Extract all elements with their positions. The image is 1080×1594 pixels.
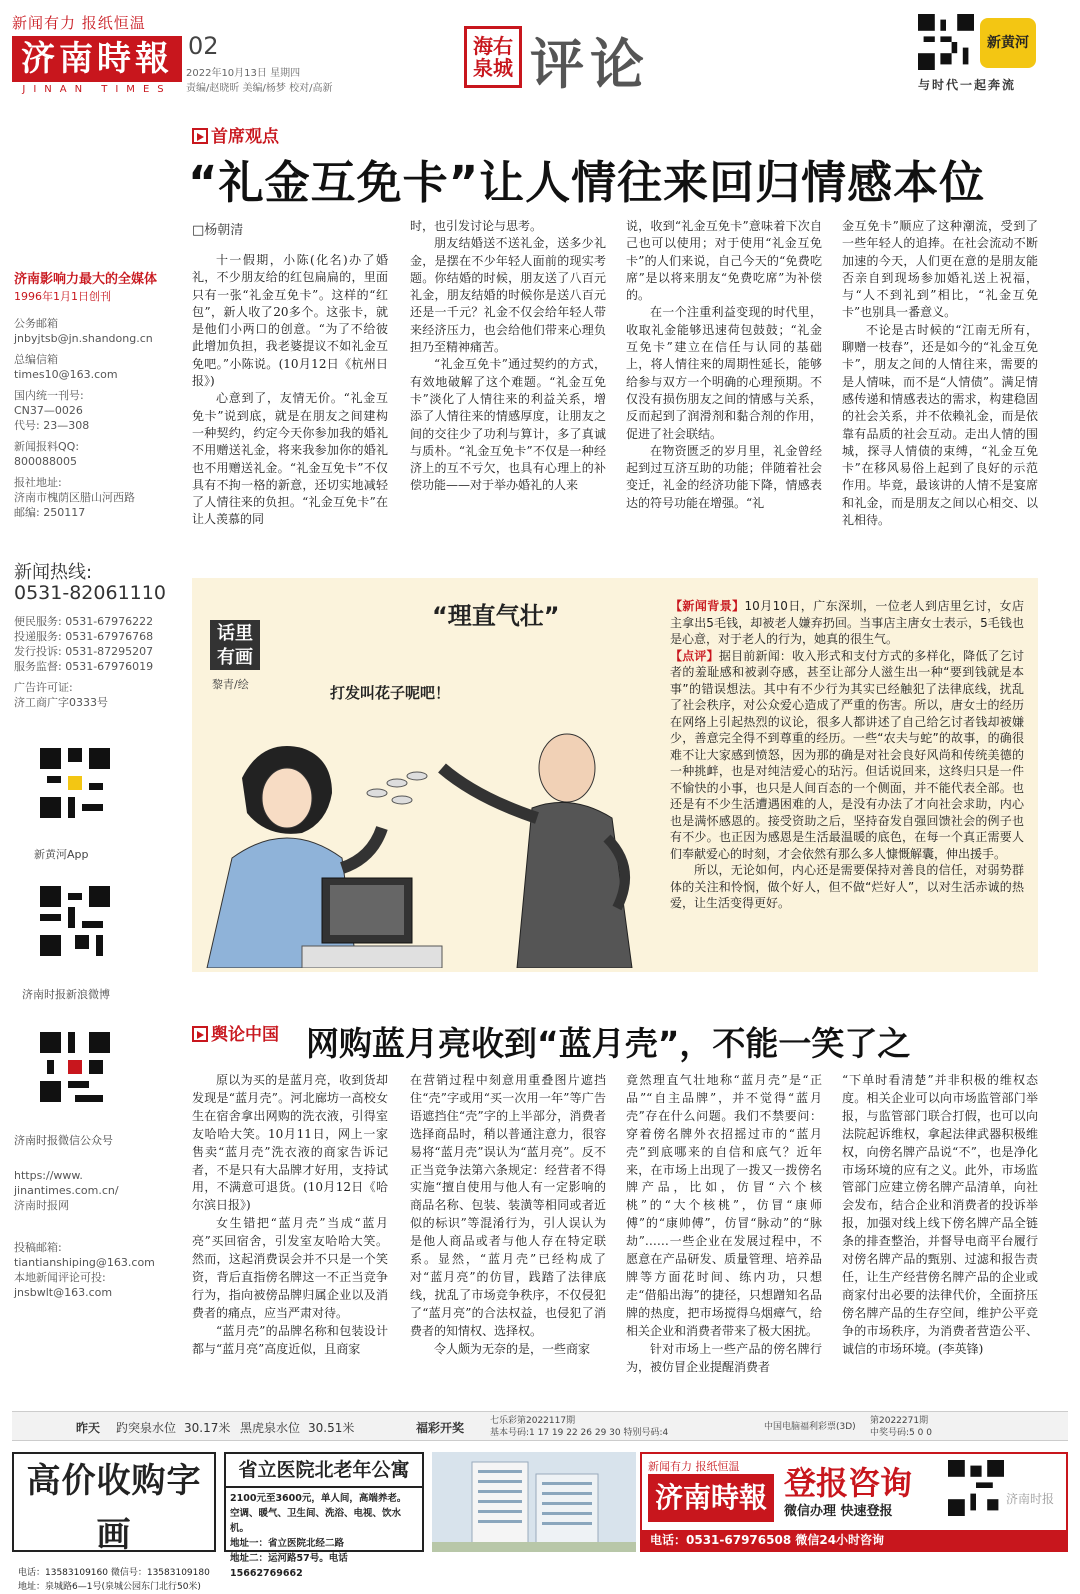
ad-building-photo bbox=[432, 1452, 636, 1552]
qr-code-icon bbox=[40, 886, 110, 956]
sidebar-founded: 1996年1月1日创刊 bbox=[14, 290, 111, 303]
article2-kicker bbox=[192, 1020, 279, 1045]
article2-column-1 bbox=[192, 1072, 388, 1398]
article1-column-1 bbox=[192, 252, 388, 540]
website-line: 济南时报网 bbox=[14, 1199, 69, 1212]
info-label: 国内统一刊号: bbox=[14, 389, 84, 402]
section-title: 评论 bbox=[530, 33, 650, 96]
masthead-motto: 与时代一起奔流 bbox=[918, 78, 1017, 92]
hotline-number: 0531-82061110 bbox=[14, 582, 166, 604]
speech-bubble: 打发叫花子呢吧！ bbox=[330, 684, 451, 702]
qr-code-icon bbox=[40, 748, 110, 818]
paragraph: 在一个注重利益变现的时代里，收取礼金能够迅速荷包鼓鼓；“礼金互免卡”建立在信任与认同的基础上，将人情往来的周期性延长，能够给参与双方一个明确的心理预期。不仅没有损伤朋友之间的情感与关系，反而起到了润滑剂和黏合剂的作用，促进了社会联结。 bbox=[626, 305, 822, 441]
building-image bbox=[432, 1452, 636, 1552]
heihu-level: 30.51米 bbox=[308, 1421, 355, 1435]
baotu-level: 30.17米 bbox=[184, 1421, 231, 1435]
qr-code-icon bbox=[948, 1460, 1004, 1516]
article2-headline: 网购蓝月亮收到“蓝月壳”，不能一笑了之 bbox=[306, 1024, 911, 1063]
baotu-label: 趵突泉水位 bbox=[116, 1421, 177, 1435]
kicker-label: 舆论中国 bbox=[211, 1025, 279, 1045]
ad4-tel: 电话：0531-67976508 微信24小时咨询 bbox=[642, 1530, 1066, 1550]
info-bar bbox=[12, 1411, 1068, 1441]
ad-license: 济工商广字0333号 bbox=[14, 696, 108, 709]
article2-column-3 bbox=[626, 1072, 822, 1398]
ad-calligraphy bbox=[12, 1452, 216, 1592]
qr-code-icon bbox=[40, 1032, 110, 1102]
info-label: 邮编: bbox=[14, 506, 40, 519]
article1-column-3 bbox=[626, 218, 822, 540]
newspaper-logo: 济南時報 bbox=[12, 36, 182, 82]
paragraph: 在物资匮乏的岁月里，礼金曾经起到过互济互助的功能；伴随着社会变迁，礼金的经济功能下降，情感表达的符号功能在增强。“礼 bbox=[626, 443, 822, 510]
info-value: 250117 bbox=[43, 506, 86, 519]
paragraph: 朋友结婚送不送礼金，送多少礼金，是摆在不少年轻人面前的现实考题。你结婚的时候，朋友送了八百元礼金，朋友结婚的时候你是送八百元还是一千元？礼金不仅会给年轻人带来经济压力，也会给他们带来心理负担乃至精神痛苦。 bbox=[410, 236, 606, 355]
ad4-logo: 济南時報 bbox=[648, 1474, 774, 1522]
sidebar-info bbox=[14, 316, 174, 520]
3d-issue: 第2022271期 bbox=[870, 1416, 929, 1426]
contact-line: tiantianshiping@163.com bbox=[14, 1256, 155, 1269]
ad1-address: 地址：泉城路6—1号(泉城公园东门北行50米) bbox=[18, 1582, 201, 1592]
contact-line: jnsbwlt@163.com bbox=[14, 1286, 113, 1299]
info-value: CN37—0026 bbox=[14, 404, 83, 417]
paragraph: 心意到了，友情无价。“礼金互免卡”说到底，就是在朋友之间建构一种契约，约定今天你参加我的婚礼不用赠送礼金，将来我参加你的婚礼也不用赠送礼金。“礼金互免卡”不仅具有不拘一格的新意，还切实地减轻了人情往来的负担。“礼金互免卡”在让人羡慕的同 bbox=[192, 391, 388, 527]
info-label: 总编信箱 bbox=[14, 353, 58, 366]
article1-column-4 bbox=[842, 218, 1038, 540]
qilecai-issue: 七乐彩第2022117期 bbox=[490, 1416, 576, 1426]
issue-date: 2022年10月13日 星期四 bbox=[186, 68, 301, 79]
paragraph: 针对市场上一些产品的傍名牌行为，被仿冒企业提醒消费者 bbox=[626, 1341, 822, 1374]
masthead bbox=[12, 8, 1068, 98]
ad2-line: 地址一：省立医院北经二路 bbox=[230, 1538, 345, 1549]
qr-label: 济南时报微信公众号 bbox=[14, 1134, 113, 1147]
newspaper-logo-en: JINAN TIMES bbox=[22, 84, 172, 95]
service-line: 投递服务: 0531-67976768 bbox=[14, 630, 154, 643]
service-line: 服务监督: 0531-67976019 bbox=[14, 660, 154, 673]
contact-line: 本地新闻评论可投: bbox=[14, 1271, 106, 1284]
cartoon-title: “理直气壮” bbox=[432, 602, 560, 630]
ad1-title: 高价收购字画 bbox=[26, 1461, 202, 1555]
info-value: 济南市槐荫区腊山河西路 bbox=[14, 491, 135, 504]
ad4-subtitle: 微信办理 快速登报 bbox=[784, 1504, 893, 1519]
paragraph: “下单时看清楚”并非积极的维权态度。相关企业可以向市场监管部门举报，与监管部门联合打假，也可以向法院起诉维权，拿起法律武器积极维权，向傍名牌产品说“不”，也是净化市场环境的应有之义。此外，市场监管部门应建立傍名牌产品清单，向社会发布，结合企业和消费者的投诉举报，加强对线上线下傍名牌产品全链条的排查整治，并督导电商平台履行对傍名牌产品的甄别、过滤和报告责任，让生产经营傍名牌产品的企业或商家付出必要的法律代价，全面挤压傍名牌产品的生存空间，维护公平竞争的市场秩序，为消费者营造公平、诚信的市场环境。(李英锋) bbox=[842, 1073, 1038, 1356]
article2-column-4 bbox=[842, 1072, 1038, 1398]
paragraph: 说，收到“礼金互免卡”意味着下次自己也可以使用；对于使用“礼金互免卡”的人们来说，自己今天的“免费吃席”是以将来朋友“免费吃席”为补偿的。 bbox=[626, 219, 822, 303]
arrow-icon bbox=[192, 128, 208, 144]
service-lines bbox=[14, 614, 179, 710]
paragraph: 金互免卡”顺应了这种潮流，受到了一些年轻人的追捧。在社会流动不断加速的今天，人们更在意的是朋友能否亲自到现场参加婚礼送上祝福，与“人不到礼到”相比，“礼金互免卡”也别具一番意义。 bbox=[842, 219, 1038, 320]
cartoon-illustration bbox=[202, 698, 662, 968]
paragraph: 不论是古时候的“江南无所有，聊赠一枝春”，还是如今的“礼金互免卡”，朋友之间的人情往来，需要的是人情味，而不是“人情债”。满足情感传递和情感表达的需求，构建稳固的社会关系，并不依赖礼金，而是依靠有品质的社会互动。走出人情的围城，探寻人情债的束缚，“礼金互免卡”在移风易俗上起到了良好的示范作用。毕竟，最该讲的人情不是宴席和礼金，而是朋友之间以心相交、以礼相待。 bbox=[842, 322, 1038, 528]
news-background-text: 10月10日，广东深圳，一位老人到店里乞讨，女店主拿出5毛钱，却被老人嫌弃扔回。当事店主唐女士表示，5毛钱也是心意，对于老人的行为，她真的很生气。 bbox=[670, 599, 1024, 646]
ad-newspaper-notice bbox=[640, 1452, 1068, 1552]
paragraph: 原以为买的是蓝月亮，收到货却发现是“蓝月壳”。河北廊坊一高校女生在宿舍拿出网购的洗衣液，引得室友哈哈大笑。10月11日，网上一家售卖“蓝月壳”洗衣液的商家告诉记者，不是只有大品牌才好用，支持试用，不满意可退货。(10月12日《哈尔滨日报》) bbox=[192, 1073, 388, 1213]
contact-line: 投稿邮箱: bbox=[14, 1241, 62, 1254]
news-background-tag: 【新闻背景】 bbox=[670, 599, 745, 613]
paragraph: 女生错把“蓝月壳”当成“蓝月亮”买回宿舍，引发室友哈哈大笑。然而，这起消费误会并不只是一个笑资，背后直指傍名牌这一不正当竞争行为，指向被傍品牌归属企业以及消费者的痛点，应当严肃对待。 bbox=[192, 1216, 388, 1320]
info-label: 报社地址: bbox=[14, 476, 62, 489]
ad2-line: 2100元至3600元，单人间，高端养老。 bbox=[230, 1493, 407, 1504]
article2-column-2 bbox=[410, 1072, 606, 1398]
contact-info bbox=[14, 1240, 179, 1300]
kicker-label: 首席观点 bbox=[211, 127, 279, 147]
paragraph: 十一假期，小陈(化名)办了婚礼，不少朋友给的红包扁扁的，里面只有一张“礼金互免卡”。这样的“红包”，新人收了20多个。这张卡，就是他们小两口的创意。“为了不给彼此增加负担，我老婆提议不如礼金互免吧。”小陈说。(10月12日《杭州日报》) bbox=[192, 253, 388, 389]
info-value: 800088005 bbox=[14, 455, 77, 468]
ad-elderly-apartment bbox=[224, 1452, 424, 1579]
info-value: jnbyjtsb@jn.shandong.cn bbox=[14, 332, 153, 345]
comment-tag: 【点评】 bbox=[670, 648, 719, 663]
article1-column-2 bbox=[410, 218, 606, 540]
masthead-slogan: 新闻有力 报纸恒温 bbox=[12, 14, 146, 32]
ad2-line: 地址二：运河路57号。电话 15662769662 bbox=[230, 1553, 348, 1579]
paragraph: 在营销过程中刻意用重叠图片遮挡住“壳”字或用“买一次用一年”等广告语遮挡住“壳”字的上半部分，消费者选择商品时，稍以普通注意力，很容易将“蓝月壳”误认为“蓝月亮”。反不正当竞争法第六条规定：经营者不得实施“擅自使用与他人有一定影响的商品名称、包装、装潢等相同或者近似的标识”等混淆行为，引人误认为是他人商品或者与他人存在特定联系。显然，“蓝月壳”已经构成了对“蓝月亮”的仿冒，践踏了法律底线，扰乱了市场竞争秩序，不仅侵犯了“蓝月亮”的合法权益，也侵犯了消费者的知情权、选择权。 bbox=[410, 1073, 606, 1338]
watermark: 济南时报 bbox=[1006, 1492, 1055, 1506]
comment-text: 据目前新闻：收入形式和支付方式的多样化，降低了乞讨者的羞耻感和被剥夺感，甚至让部分人滋生出一种“要到钱就是本事”的错误想法。其中有不少行为其实已经触犯了法律底线，扰乱了社会秩序，对公众爱心造成了严重的伤害。所以，唐女士的经历在网络上引起热烈的议论，很多人都讲述了自己给乞讨者钱却被嫌少，善意完全得不到尊重的经历。一些“农夫与蛇”的故事，的确很难不让大家感到愤怒，因为那的确是对社会良好风尚和传统美德的一种挑衅，也是对纯洁爱心的玷污。但话说回来，这终归只是一件不愉快的小事，也只是人间百态的一个侧面，并不能代表全部。也还是有不少生活遭遇困难的人，是没有办法了才向社会求助，内心也是满怀感恩的。接受资助之后，坚持奋发自强回馈社会的例子也有不少。也正因为感恩是生活最温暖的底色，在每一个真正需要人们奉献爱心的时刻，才会依然有那么多人慷慨解囊，伸出援手。 bbox=[670, 648, 1024, 861]
qilecai-numbers: 基本号码:1 17 19 22 26 29 30 特别号码:4 bbox=[490, 1428, 669, 1438]
fucai-label: 福彩开奖 bbox=[416, 1421, 465, 1435]
article1-byline: □杨朝清 bbox=[192, 223, 244, 238]
info-value: times10@163.com bbox=[14, 368, 118, 381]
3d-label: 中国电脑福利彩票(3D) bbox=[764, 1422, 856, 1432]
comment-text-2: 所以，无论如何，内心还是需要保持对善良的信任，对弱势群体的关注和怜悯，做个好人，但不做“烂好人”，以对生活赤诚的热爱，让生活变得更好。 bbox=[670, 863, 1024, 910]
article1-headline: “礼金互免卡”让人情往来回归情感本位 bbox=[188, 156, 986, 209]
website-line: https://www. bbox=[14, 1169, 83, 1182]
qr-code-icon bbox=[918, 14, 974, 70]
website-line: jinantimes.com.cn/ bbox=[14, 1184, 119, 1197]
ad2-line: 空调、暖气、卫生间、洗浴、电视、饮水机。 bbox=[230, 1508, 402, 1534]
service-line: 发行投诉: 0531-87295207 bbox=[14, 645, 154, 658]
paragraph: 令人颇为无奈的是，一些商家 bbox=[434, 1341, 591, 1356]
ad1-tel: 电话：13583109160 微信号：13583109180 bbox=[18, 1568, 210, 1578]
heihu-label: 黑虎泉水位 bbox=[240, 1421, 301, 1435]
service-line: 便民服务: 0531-67976222 bbox=[14, 615, 154, 628]
paragraph: “礼金互免卡”通过契约的方式，有效地破解了这个难题。“礼金互免卡”淡化了人情往来的利益关系，增添了人情往来的情感厚度，让朋友之间的交往少了功利与算计，多了真诚与质朴。“礼金互免卡”不仅是一种经济上的互不亏欠，也具有心理上的补偿功能——对于举办婚礼的人来 bbox=[410, 357, 606, 493]
info-label: 公务邮箱 bbox=[14, 317, 58, 330]
cartoon-commentary bbox=[670, 598, 1024, 912]
cartoon-section bbox=[192, 578, 1038, 972]
info-value: 23—308 bbox=[43, 419, 90, 432]
xinhuanghe-logo: 新黄河 bbox=[980, 18, 1036, 68]
ad2-title: 省立医院北老年公寓 bbox=[226, 1454, 422, 1488]
hotline-label: 新闻热线: bbox=[14, 562, 93, 583]
info-label: 代号: bbox=[14, 419, 40, 432]
page-number: 02 bbox=[188, 32, 219, 60]
paragraph: “蓝月壳”的品牌名称和包装设计都与“蓝月亮”高度近似，且商家 bbox=[192, 1323, 388, 1356]
ad4-title: 登报咨询 bbox=[784, 1464, 913, 1502]
ad-license-label: 广告许可证: bbox=[14, 681, 73, 694]
3d-numbers: 中奖号码:5 0 0 bbox=[870, 1428, 932, 1438]
arrow-icon bbox=[192, 1026, 208, 1042]
article1-kicker bbox=[192, 122, 279, 147]
cartoon-artist: 黎青/绘 bbox=[212, 678, 249, 691]
info-label: 新闻报料QQ: bbox=[14, 440, 80, 453]
sidebar-title: 济南影响力最大的全媒体 bbox=[14, 272, 158, 287]
qr-label: 济南时报新浪微博 bbox=[22, 988, 110, 1001]
section-seal: 海右 泉城 bbox=[464, 26, 522, 88]
paragraph: 竟然理直气壮地称“蓝月壳”是“正品”“自主品牌”，并不觉得“蓝月壳”存在什么问题。我们不禁要问：穿着傍名牌外衣招摇过市的“蓝月壳”到底哪来的自信和底气？近年来，在市场上出现了一拨又一拨傍名牌产品，比如，仿冒“六个核桃”的“大个核桃”，仿冒“康师傅”的“康帅傅”，仿冒“脉动”的“脉劫”……一些企业在发展过程中，不愿意在产品研发、质量管理、培养品牌等方面花时间、练内功，只想走“借船出海”的捷径，只想蹭知名品牌的热度，把市场搅得乌烟瘴气，给相关企业和消费者带来了极大困扰。 bbox=[626, 1073, 822, 1338]
ad4-slogan: 新闻有力 报纸恒温 bbox=[648, 1460, 740, 1473]
paragraph: 时，也引发讨论与思考。 bbox=[410, 219, 543, 233]
dateline bbox=[186, 66, 332, 96]
website-info bbox=[14, 1168, 179, 1213]
yesterday-label: 昨天 bbox=[76, 1421, 101, 1435]
qr-label: 新黄河App bbox=[34, 848, 89, 861]
column-logo: 话里有画 bbox=[210, 620, 260, 670]
editors: 责编/赵晓昕 美编/杨梦 校对/高新 bbox=[186, 83, 333, 94]
